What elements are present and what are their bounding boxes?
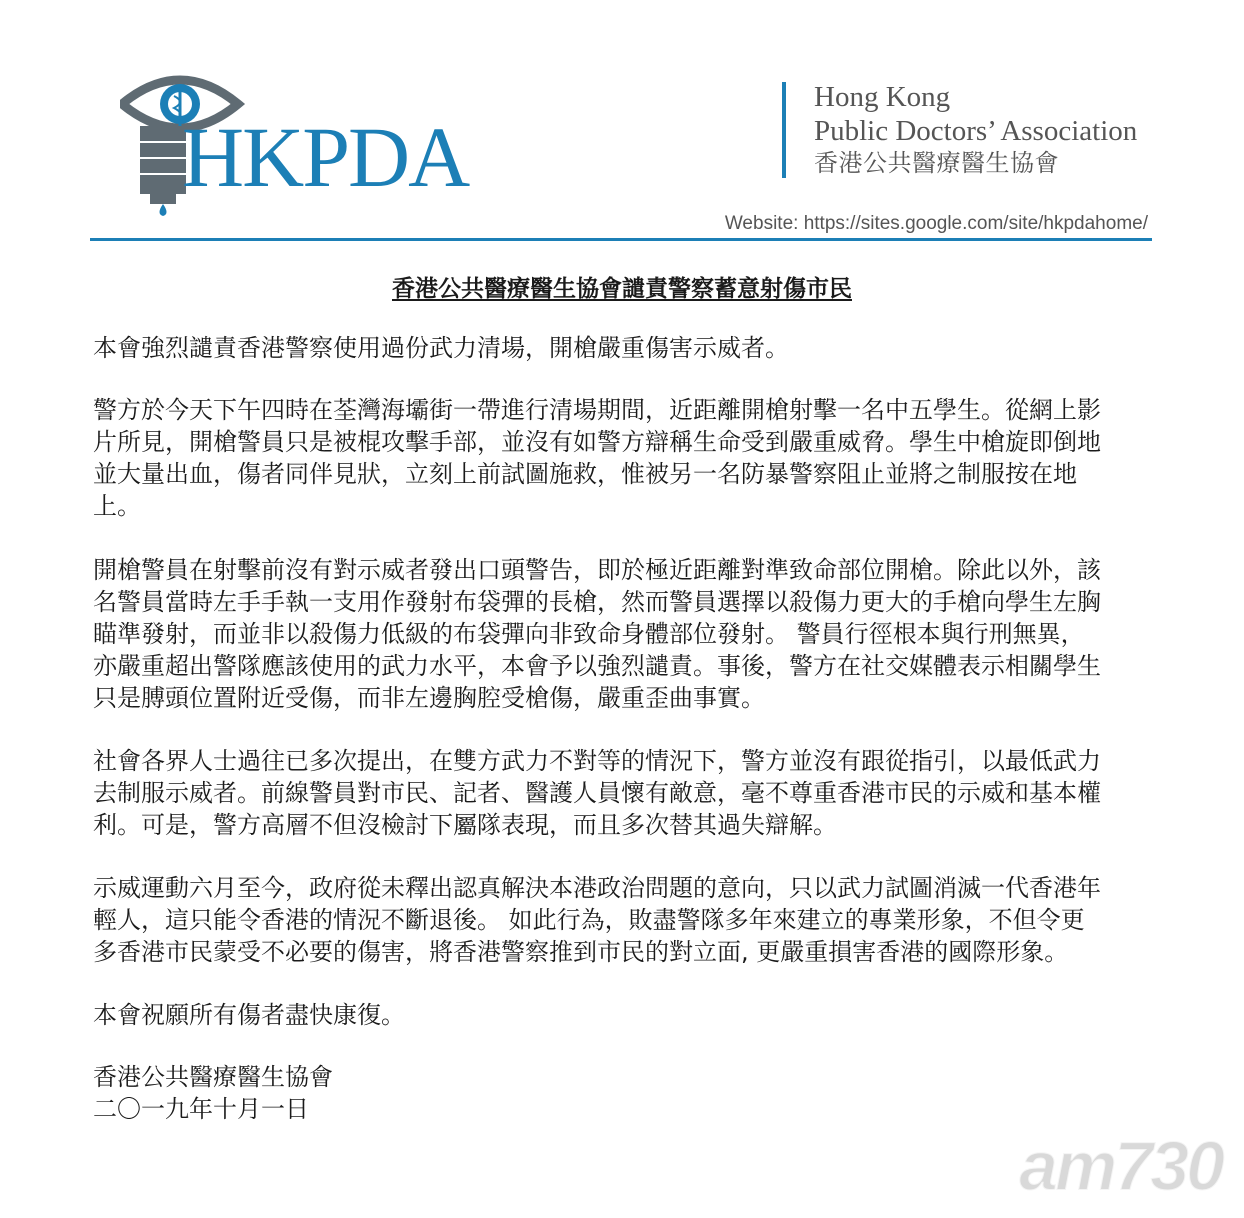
body-line: 上。 bbox=[93, 492, 141, 520]
org-name-en-line1: Hong Kong bbox=[814, 81, 951, 113]
signature-date: 二〇一九年十月一日 bbox=[93, 1095, 309, 1123]
accent-bar bbox=[782, 82, 786, 178]
body-line: 警方於今天下午四時在荃灣海壩街一帶進行清場期間，近距離開槍射擊一名中五學生。從網上影 bbox=[93, 396, 1101, 424]
body-line: 只是膊頭位置附近受傷，而非左邊胸腔受槍傷，嚴重歪曲事實。 bbox=[93, 684, 765, 712]
body-line: 名警員當時左手手執一支用作發射布袋彈的長槍，然而警員選擇以殺傷力更大的手槍向學生左胸 bbox=[93, 588, 1101, 616]
body-line: 瞄準發射，而並非以殺傷力低級的布袋彈向非致命身體部位發射。 警員行徑根本與行刑無異， bbox=[93, 620, 1085, 648]
body-line: 本會強烈譴責香港警察使用過份武力清場，開槍嚴重傷害示威者。 bbox=[93, 334, 789, 362]
body-line: 亦嚴重超出警隊應該使用的武力水平，本會予以強烈譴責。事後，警方在社交媒體表示相關學生 bbox=[93, 652, 1101, 680]
statement-title: 香港公共醫療醫生協會譴責警察蓄意射傷市民 bbox=[392, 276, 852, 302]
signature-org: 香港公共醫療醫生協會 bbox=[93, 1063, 333, 1091]
body-line: 並大量出血，傷者同伴見狀，立刻上前試圖施救，惟被另一名防暴警察阻止並將之制服按在地 bbox=[93, 460, 1077, 488]
body-line: 去制服示威者。前線警員對市民、記者、醫護人員懷有敵意，毫不尊重香港市民的示威和基本權 bbox=[93, 779, 1101, 807]
body-line: 片所見，開槍警員只是被棍攻擊手部，並沒有如警方辯稱生命受到嚴重威脅。學生中槍旋即倒地 bbox=[93, 428, 1101, 456]
body-line: 本會祝願所有傷者盡快康復。 bbox=[93, 1001, 405, 1029]
body-line: 示威運動六月至今，政府從未釋出認真解決本港政治問題的意向，只以武力試圖消滅一代香港年 bbox=[93, 874, 1101, 902]
am730-watermark: am730 bbox=[1019, 1127, 1222, 1205]
body-line: 輕人，這只能令香港的情況不斷退後。 如此行為，敗盡警隊多年來建立的專業形象，不但令更 bbox=[93, 906, 1085, 934]
header-divider bbox=[90, 238, 1152, 241]
logo-text: HKPDA bbox=[182, 109, 469, 205]
hkpda-logo bbox=[120, 66, 469, 216]
org-name-zh: 香港公共醫療醫生協會 bbox=[814, 149, 1059, 177]
org-name-en-line2: Public Doctors’ Association bbox=[814, 115, 1138, 147]
body-line: 利。可是，警方高層不但沒檢討下屬隊表現，而且多次替其過失辯解。 bbox=[93, 811, 837, 839]
body-line: 多香港市民蒙受不必要的傷害，將香港警察推到市民的對立面, 更嚴重損害香港的國際形象。 bbox=[93, 938, 1069, 966]
body-line: 開槍警員在射擊前沒有對示威者發出口頭警告，即於極近距離對準致命部位開槍。除此以外，該 bbox=[93, 556, 1101, 584]
website-link[interactable]: Website: https://sites.google.com/site/hkpdahome/ bbox=[724, 213, 1148, 234]
body-line: 社會各界人士過往已多次提出，在雙方武力不對等的情況下，警方並沒有跟從指引，以最低武力 bbox=[93, 747, 1101, 775]
